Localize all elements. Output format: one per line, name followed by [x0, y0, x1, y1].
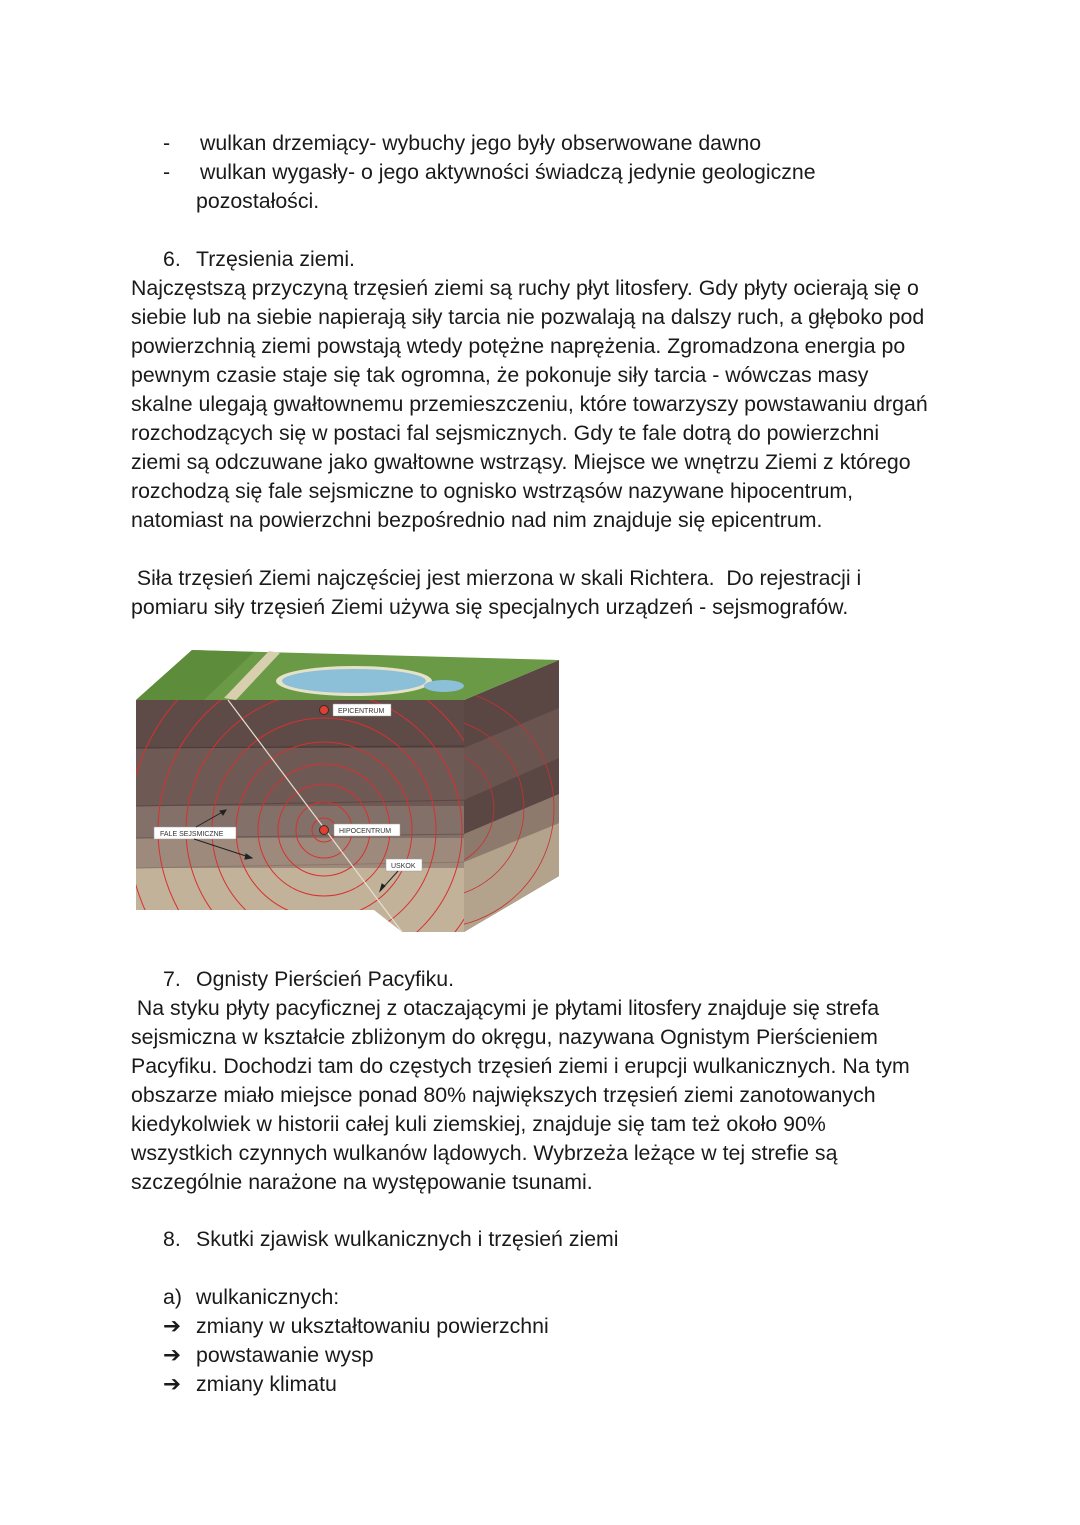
paragraph-line: skalne ulegają gwałtownemu przemieszczeniu, które towarzyszy powstawaniu drgań [131, 392, 928, 416]
sub-marker: a) [163, 1285, 182, 1309]
paragraph-line: kiedykolwiek w historii całej kuli ziemskiej, znajduje się tam też około 90% [131, 1112, 826, 1136]
paragraph-line: Najczęstszą przyczyną trzęsień ziemi są ruchy płyt litosfery. Gdy płyty ocierają się o [131, 276, 919, 300]
section-number: 6. [163, 247, 181, 271]
list-item: powstawanie wysp [196, 1343, 374, 1367]
section-title: Ognisty Pierścień Pacyfiku. [196, 967, 455, 991]
paragraph-line: siebie lub na siebie napierają siły tarcia nie pozwalają na dalszy ruch, a głęboko pod [131, 305, 925, 329]
paragraph-line: rozchodzą się fale sejsmiczne to ognisko wstrząsów nazywane hipocentrum, [131, 479, 854, 503]
section-number: 7. [163, 967, 181, 991]
paragraph-line: rozchodzących się w postaci fal sejsmicznych. Gdy te fale dotrą do powierzchni [131, 421, 880, 445]
arrow-icon: ➔ [163, 1372, 181, 1396]
list-item: zmiany klimatu [196, 1372, 337, 1396]
paragraph-line: sejsmiczna w kształcie zbliżonym do okręgu, nazywana Ognistym Pierścieniem [131, 1025, 878, 1049]
list-item: zmiany w ukształtowaniu powierzchni [196, 1314, 549, 1338]
sub-title: wulkanicznych: [196, 1285, 340, 1309]
paragraph-line: ziemi są odczuwane jako gwałtowne wstrząsy. Miejsce we wnętrzu Ziemi z którego [131, 450, 911, 474]
section-number: 8. [163, 1227, 181, 1251]
paragraph-line: wszystkich czynnych wulkanów lądowych. Wybrzeża leżące w tej strefie są [131, 1141, 838, 1165]
list-bullet: - [163, 160, 171, 184]
paragraph-line: pomiaru siły trzęsień Ziemi używa się specjalnych urządzeń - sejsmografów. [131, 595, 849, 619]
lake [282, 669, 426, 693]
paragraph-line: pewnym czasie staje się tak ogromna, że pokonuje siły tarcia - wówczas masy [131, 363, 869, 387]
paragraph-line: powierzchnią ziemi powstają wtedy potężne naprężenia. Zgromadzona energia po [131, 334, 906, 358]
list-bullet: - [163, 131, 171, 155]
paragraph-line: szczególnie narażone na występowanie tsunami. [131, 1170, 593, 1194]
arrow-icon: ➔ [163, 1314, 181, 1338]
paragraph-line: Siła trzęsień Ziemi najczęściej jest mierzona w skali Richtera. Do rejestracji i [131, 566, 862, 590]
hipocentrum-label: HIPOCENTRUM [339, 828, 392, 835]
arrow-icon: ➔ [163, 1343, 181, 1367]
earthquake-diagram [134, 648, 564, 933]
list-item: wulkan wygasły- o jego aktywności świadczą jedynie geologiczne [200, 160, 816, 184]
paragraph-line: Na styku płyty pacyficznej z otaczającymi je płytami litosfery znajduje się strefa [131, 996, 880, 1020]
epicentrum-dot [320, 706, 329, 715]
hipocentrum-dot [320, 826, 329, 835]
paragraph-line: natomiast na powierzchni bezpośrednio nad nim znajduje się epicentrum. [131, 508, 823, 532]
uskok-label: USKOK [391, 863, 416, 870]
paragraph-line: Pacyfiku. Dochodzi tam do częstych trzęsień ziemi i erupcji wulkanicznych. Na tym [131, 1054, 910, 1078]
list-item: wulkan drzemiący- wybuchy jego były obserwowane dawno [200, 131, 762, 155]
fale-label: FALE SEJSMICZNE [160, 831, 224, 838]
list-item-continuation: pozostałości. [196, 189, 320, 213]
section-title: Trzęsienia ziemi. [196, 247, 355, 271]
section-title: Skutki zjawisk wulkanicznych i trzęsień ziemi [196, 1227, 619, 1251]
epicentrum-label: EPICENTRUM [338, 708, 385, 715]
paragraph-line: obszarze miało miejsce ponad 80% największych trzęsień ziemi zanotowanych [131, 1083, 876, 1107]
